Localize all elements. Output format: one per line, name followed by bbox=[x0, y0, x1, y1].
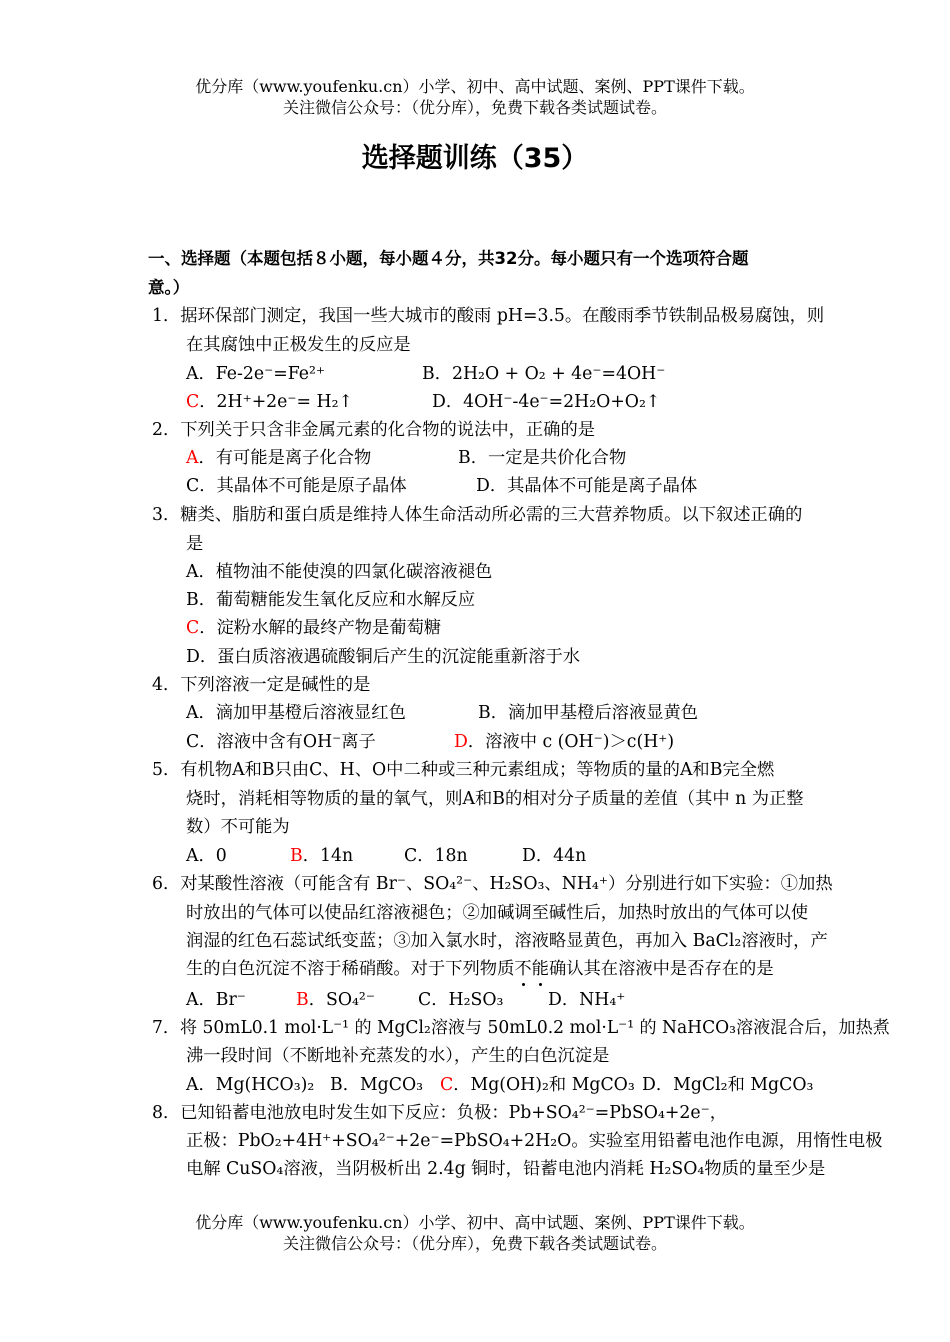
q6-b-text: ．SO₄²⁻ bbox=[308, 990, 375, 1010]
q7-stem-line-2: 沸一段时间（不断地补充蒸发的水），产生的白色沉淀是 bbox=[186, 1046, 610, 1066]
q8-stem-line-2: 正极：PbO₂+4H⁺+SO₄²⁻+2e⁻=PbSO₄+2H₂O。实验室用铅蓄电池作电源，用惰性电极 bbox=[186, 1131, 883, 1151]
q7-option-a: A．Mg(HCO₃)₂ bbox=[186, 1075, 315, 1095]
footer-line-2: 关注微信公众号：（优分库），免费下载各类试题试卷。 bbox=[282, 1234, 667, 1253]
q3-option-d: D．蛋白质溶液遇硫酸铜后产生的沉淀能重新溶于水 bbox=[186, 647, 581, 667]
q3-option-a: A．植物油不能使溴的四氯化碳溶液褪色 bbox=[186, 562, 493, 582]
q4-option-b: B．滴加甲基橙后溶液显黄色 bbox=[478, 703, 699, 723]
q4-option-a: A．滴加甲基橙后溶液显红色 bbox=[186, 703, 406, 723]
q7-c-letter-answer: C bbox=[440, 1075, 454, 1095]
footer-line-1: 优分库（www.youfenku.cn）小学、初中、高中试题、案例、PPT课件下载。 bbox=[195, 1213, 755, 1232]
q2-stem: 2．下列关于只含非金属元素的化合物的说法中，正确的是 bbox=[152, 420, 596, 440]
q1-d-text: 4OH⁻-4e⁻=2H₂O+O₂↑ bbox=[463, 392, 661, 412]
q6-option-c: C．H₂SO₃ bbox=[418, 990, 504, 1010]
q1-b-text: 2H₂O + O₂ + 4e⁻=4OH⁻ bbox=[451, 364, 666, 384]
q5-stem-line-3: 数）不可能为 bbox=[186, 817, 290, 837]
q1-b-letter: B． bbox=[422, 364, 452, 384]
q8-stem-line-3: 电解 CuSO₄溶液，当阴极析出 2.4g 铜时，铅蓄电池内消耗 H₂SO₄物质的量至少是 bbox=[186, 1159, 826, 1179]
q2-option-d: D．其晶体不可能是离子晶体 bbox=[476, 476, 698, 496]
q6-stem-line-4 bbox=[186, 957, 774, 981]
q1-option-d bbox=[432, 390, 660, 414]
q4-option-c: C．溶液中含有OH⁻离子 bbox=[186, 732, 376, 752]
q3-option-c bbox=[186, 616, 441, 640]
page-title: 选择题训练（35） bbox=[361, 143, 589, 174]
q6-emphasis-char-2: 能 bbox=[531, 959, 549, 979]
q6-option-d: D．NH₄⁺ bbox=[548, 990, 626, 1010]
q6-option-a: A．Br⁻ bbox=[186, 990, 246, 1010]
q7-option-c bbox=[440, 1073, 635, 1097]
q1-stem-line-1: 1．据环保部门测定，我国一些大城市的酸雨 pH=3.5。在酸雨季节铁制品极易腐蚀，则 bbox=[152, 306, 825, 326]
q5-stem-line-1: 5．有机物A和B只由C、H、O中二种或三种元素组成；等物质的量的A和B完全燃 bbox=[152, 760, 775, 780]
q3-stem-line-1: 3．糖类、脂肪和蛋白质是维持人体生命活动所必需的三大营养物质。以下叙述正确的 bbox=[152, 505, 803, 525]
q2-option-c: C．其晶体不可能是原子晶体 bbox=[186, 476, 407, 496]
q6-stem-line-3: 润湿的红色石蕊试纸变蓝；③加入氯水时，溶液略显黄色，再加入 BaCl₂溶液时，产 bbox=[186, 931, 828, 951]
q5-option-a: A．0 bbox=[186, 846, 227, 866]
q6-emphasis-char-1: 不 bbox=[514, 959, 532, 979]
q6-stem-line-1: 6．对某酸性溶液（可能含有 Br⁻、SO₄²⁻、H₂SO₃、NH₄⁺）分别进行如下实验：①加热 bbox=[152, 874, 833, 894]
q2-option-a bbox=[186, 446, 371, 470]
q4-stem: 4．下列溶液一定是碱性的是 bbox=[152, 675, 371, 695]
q6-stem-4a: 生的白色沉淀不溶于稀硝酸。对于下列物质 bbox=[186, 959, 515, 979]
q3-option-b: B．葡萄糖能发生氧化反应和水解反应 bbox=[186, 590, 476, 610]
q8-stem-line-1: 8．已知铅蓄电池放电时发生如下反应：负极：Pb+SO₄²⁻=PbSO₄+2e⁻， bbox=[152, 1103, 727, 1123]
q3-c-letter-answer: C bbox=[186, 618, 200, 638]
q5-option-c: C．18n bbox=[404, 846, 468, 866]
q7-option-d: D．MgCl₂和 MgCO₃ bbox=[642, 1075, 814, 1095]
q1-option-b bbox=[422, 362, 665, 386]
q1-a-text: Fe-2e⁻=Fe²⁺ bbox=[215, 364, 326, 384]
q7-stem-line-1: 7．将 50mL0.1 mol·L⁻¹ 的 MgCl₂溶液与 50mL0.2 mol·L⁻¹ 的 NaHCO₃溶液混合后，加热煮 bbox=[152, 1018, 890, 1038]
q7-c-text: ．Mg(OH)₂和 MgCO₃ bbox=[453, 1075, 635, 1095]
q4-d-text: ．溶液中 c (OH⁻)＞c(H⁺) bbox=[467, 732, 675, 752]
q1-c-letter-answer: C bbox=[186, 392, 200, 412]
q3-c-text: ．淀粉水解的最终产物是葡萄糖 bbox=[199, 618, 442, 638]
section-heading-line-1: 一、选择题（本题包括８小题，每小题４分，共32分。每小题只有一个选项符合题 bbox=[148, 249, 749, 268]
q5-option-b bbox=[290, 844, 353, 868]
q6-stem-line-2: 时放出的气体可以使品红溶液褪色；②加碱调至碱性后，加热时放出的气体可以使 bbox=[186, 903, 809, 923]
q2-option-b: B．一定是共价化合物 bbox=[458, 448, 627, 468]
q1-stem-line-2: 在其腐蚀中正极发生的反应是 bbox=[186, 335, 411, 355]
q2-a-letter-answer: A bbox=[186, 448, 199, 468]
q6-b-letter-answer: B bbox=[296, 990, 309, 1010]
q1-option-a bbox=[186, 362, 325, 386]
q2-a-text: ．有可能是离子化合物 bbox=[198, 448, 372, 468]
q7-option-b: B．MgCO₃ bbox=[330, 1075, 424, 1095]
header-line-1: 优分库（www.youfenku.cn）小学、初中、高中试题、案例、PPT课件下载。 bbox=[195, 77, 755, 96]
q5-b-text: ．14n bbox=[302, 846, 354, 866]
q1-option-c bbox=[186, 390, 353, 414]
q6-option-b bbox=[296, 988, 375, 1012]
q5-stem-line-2: 烧时，消耗相等物质的量的氧气，则A和B的相对分子质量的差值（其中 n 为正整 bbox=[186, 789, 804, 809]
section-heading-line-2: 意。） bbox=[148, 278, 190, 297]
q1-d-letter: D． bbox=[432, 392, 464, 412]
q1-a-letter: A． bbox=[186, 364, 216, 384]
q6-stem-4b: 确认其在溶液中是否存在的是 bbox=[548, 959, 774, 979]
q4-d-letter-answer: D bbox=[454, 732, 468, 752]
q5-b-letter-answer: B bbox=[290, 846, 303, 866]
header-line-2: 关注微信公众号：（优分库），免费下载各类试题试卷。 bbox=[282, 98, 667, 117]
q3-stem-line-2: 是 bbox=[186, 534, 204, 554]
q1-c-text: ．2H⁺+2e⁻= H₂↑ bbox=[199, 392, 353, 412]
q5-option-d: D．44n bbox=[522, 846, 587, 866]
q4-option-d bbox=[454, 730, 674, 754]
